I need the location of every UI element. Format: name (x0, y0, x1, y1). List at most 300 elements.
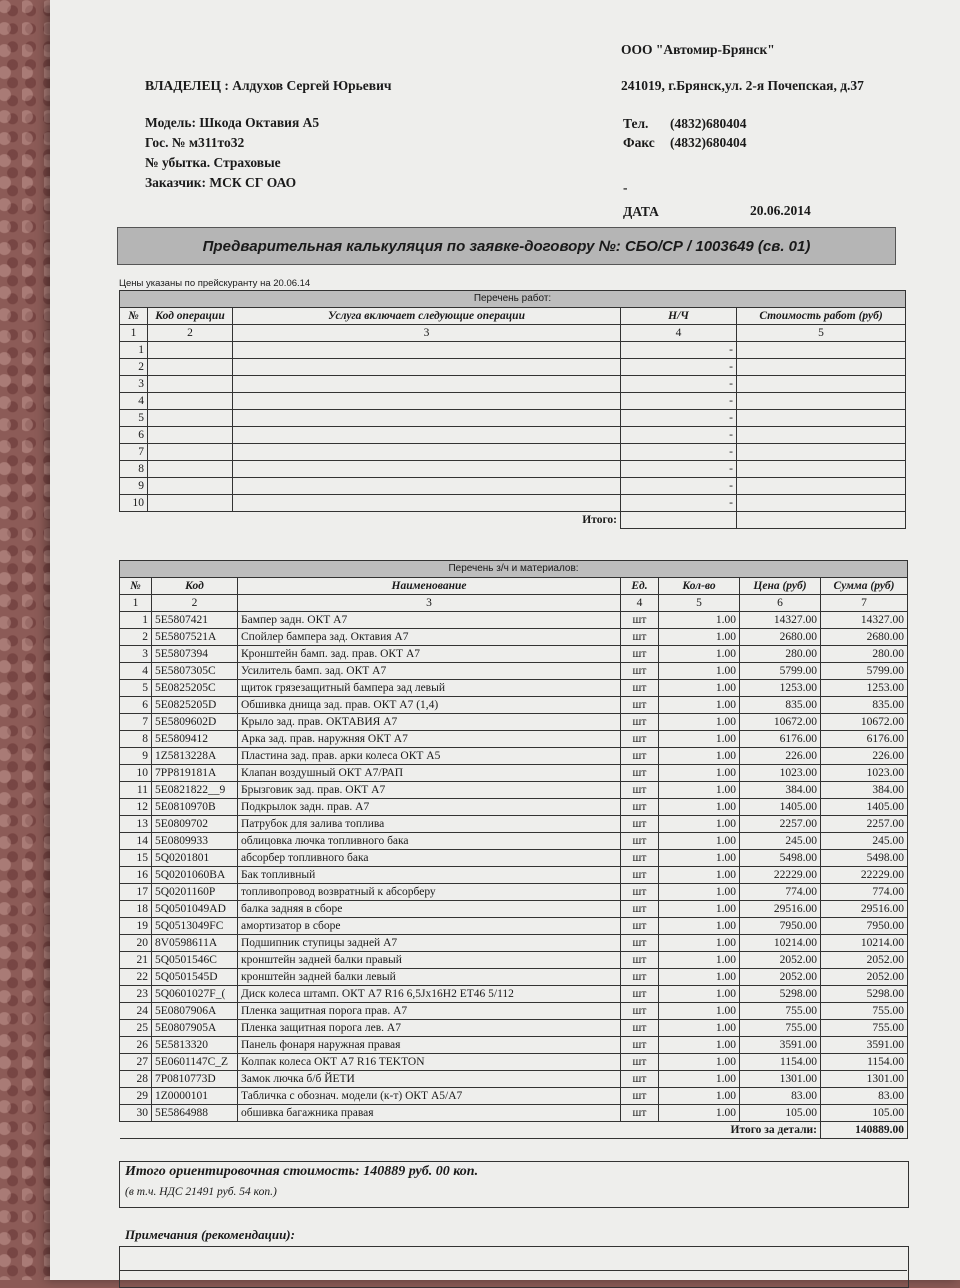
parts-row-sum: 774.00 (821, 884, 908, 901)
parts-row-price: 774.00 (740, 884, 821, 901)
works-row-cost (737, 359, 906, 376)
parts-row-unit: шт (621, 884, 659, 901)
parts-row-name: Пленка защитная порога лев. А7 (238, 1020, 621, 1037)
works-total-hours (621, 512, 737, 529)
parts-header-row (120, 578, 908, 595)
works-colnum: 3 (233, 325, 621, 342)
works-total-row (120, 512, 906, 529)
parts-row (120, 782, 908, 799)
parts-row-name: Подкрылок задн. прав. А7 (238, 799, 621, 816)
parts-row-code: 5E0809933 (152, 833, 238, 850)
works-colnum: 1 (120, 325, 148, 342)
works-row-hours: - (621, 376, 737, 393)
works-header-code: Код операции (148, 308, 233, 325)
parts-row (120, 680, 908, 697)
works-row-num: 1 (120, 342, 148, 359)
parts-row-unit: шт (621, 867, 659, 884)
works-row-cost (737, 461, 906, 478)
works-row-code (148, 410, 233, 427)
parts-row-sum: 384.00 (821, 782, 908, 799)
parts-row-name: Диск колеса штамп. ОКТ А7 R16 6,5Jx16H2 ET46 5/112 (238, 986, 621, 1003)
parts-row (120, 714, 908, 731)
works-row (120, 427, 906, 444)
works-row (120, 478, 906, 495)
works-row-service (233, 478, 621, 495)
parts-row-num: 5 (120, 680, 152, 697)
parts-row-name: абсорбер топливного бака (238, 850, 621, 867)
parts-row-name: Крыло зад. прав. ОКТАВИЯ А7 (238, 714, 621, 731)
parts-row-num: 1 (120, 612, 152, 629)
parts-row-price: 1405.00 (740, 799, 821, 816)
parts-header-name: Наименование (238, 578, 621, 595)
parts-row-num: 26 (120, 1037, 152, 1054)
parts-row-sum: 6176.00 (821, 731, 908, 748)
parts-row-name: Табличка с обознач. модели (к-т) ОКТ А5/А7 (238, 1088, 621, 1105)
parts-row-qty: 1.00 (659, 799, 740, 816)
parts-row-qty: 1.00 (659, 765, 740, 782)
parts-row-sum: 1405.00 (821, 799, 908, 816)
parts-row-qty: 1.00 (659, 697, 740, 714)
parts-row-qty: 1.00 (659, 952, 740, 969)
works-row (120, 393, 906, 410)
parts-row-unit: шт (621, 901, 659, 918)
parts-row-unit: шт (621, 969, 659, 986)
parts-row-code: 5E5807421 (152, 612, 238, 629)
works-row (120, 495, 906, 512)
plate-number: Гос. № м311то32 (145, 135, 245, 150)
parts-row-price: 5498.00 (740, 850, 821, 867)
works-row-hours: - (621, 342, 737, 359)
parts-row-num: 11 (120, 782, 152, 799)
parts-row-unit: шт (621, 986, 659, 1003)
parts-total-row (120, 1122, 908, 1139)
works-row-cost (737, 478, 906, 495)
parts-row-qty: 1.00 (659, 1071, 740, 1088)
works-table (119, 290, 906, 529)
parts-row-code: 5E0825205D (152, 697, 238, 714)
parts-row-code: 5Q0501049AD (152, 901, 238, 918)
parts-row-sum: 5298.00 (821, 986, 908, 1003)
works-total-cost (737, 512, 906, 529)
parts-row-price: 755.00 (740, 1003, 821, 1020)
parts-row-price: 1023.00 (740, 765, 821, 782)
parts-row-sum: 280.00 (821, 646, 908, 663)
phone-label: Тел. (623, 116, 649, 131)
parts-row-num: 13 (120, 816, 152, 833)
parts-row (120, 1071, 908, 1088)
parts-row-unit: шт (621, 782, 659, 799)
parts-row-unit: шт (621, 935, 659, 952)
works-row-code (148, 359, 233, 376)
parts-row-name: обшивка багажника правая (238, 1105, 621, 1122)
parts-row-unit: шт (621, 612, 659, 629)
summary-total: Итого ориентировочная стоимость: 140889 руб. 00 коп. (125, 1164, 479, 1179)
parts-row-qty: 1.00 (659, 1088, 740, 1105)
works-header-cost: Стоимость работ (руб) (737, 308, 906, 325)
parts-row-unit: шт (621, 680, 659, 697)
parts-colnum: 4 (621, 595, 659, 612)
works-header-num: № (120, 308, 148, 325)
parts-row-price: 2680.00 (740, 629, 821, 646)
works-number-row (120, 325, 906, 342)
parts-row-unit: шт (621, 1037, 659, 1054)
parts-row-name: Спойлер бампера зад. Октавия А7 (238, 629, 621, 646)
parts-row (120, 918, 908, 935)
parts-row-qty: 1.00 (659, 646, 740, 663)
parts-row (120, 646, 908, 663)
parts-header-unit: Ед. (621, 578, 659, 595)
parts-row-unit: шт (621, 663, 659, 680)
fax-value: (4832)680404 (670, 135, 747, 150)
parts-row-code: 1Z5813228A (152, 748, 238, 765)
parts-row-sum: 3591.00 (821, 1037, 908, 1054)
parts-row-num: 20 (120, 935, 152, 952)
works-header-row (120, 308, 906, 325)
parts-row-unit: шт (621, 833, 659, 850)
parts-row-price: 1154.00 (740, 1054, 821, 1071)
calculation-title: Предварительная калькуляция по заявке-договору №: СБО/СР / 1003649 (св. 01) (117, 227, 896, 265)
parts-row (120, 663, 908, 680)
parts-row-price: 384.00 (740, 782, 821, 799)
parts-row-num: 28 (120, 1071, 152, 1088)
parts-row-price: 6176.00 (740, 731, 821, 748)
customer: Заказчик: МСК СГ ОАО (145, 175, 297, 190)
parts-row-unit: шт (621, 952, 659, 969)
parts-row-qty: 1.00 (659, 663, 740, 680)
works-row-service (233, 342, 621, 359)
parts-header-qty: Кол-во (659, 578, 740, 595)
works-row-service (233, 461, 621, 478)
fax-label: Факс (623, 135, 655, 150)
parts-row (120, 1105, 908, 1122)
parts-row-num: 12 (120, 799, 152, 816)
dash: - (623, 180, 628, 195)
parts-row-name: Обшивка днища зад. прав. ОКТ А7 (1,4) (238, 697, 621, 714)
works-row (120, 461, 906, 478)
parts-row-name: Бампер задн. ОКТ А7 (238, 612, 621, 629)
parts-row-price: 1253.00 (740, 680, 821, 697)
parts-row-price: 2052.00 (740, 952, 821, 969)
parts-row-num: 16 (120, 867, 152, 884)
parts-row-qty: 1.00 (659, 918, 740, 935)
parts-row-unit: шт (621, 646, 659, 663)
company-address: 241019, г.Брянск,ул. 2-я Почепская, д.37 (621, 78, 864, 93)
parts-row-name: Брызговик зад. прав. ОКТ А7 (238, 782, 621, 799)
parts-row-num: 9 (120, 748, 152, 765)
works-row-num: 8 (120, 461, 148, 478)
parts-row-price: 29516.00 (740, 901, 821, 918)
parts-row (120, 1054, 908, 1071)
parts-row-qty: 1.00 (659, 901, 740, 918)
parts-row-code: 5E0825205C (152, 680, 238, 697)
works-row-cost (737, 427, 906, 444)
parts-row-qty: 1.00 (659, 612, 740, 629)
works-row-num: 7 (120, 444, 148, 461)
parts-row-num: 2 (120, 629, 152, 646)
parts-row (120, 1003, 908, 1020)
works-row-service (233, 410, 621, 427)
parts-row-price: 2257.00 (740, 816, 821, 833)
parts-title: Перечень з/ч и материалов: (120, 561, 908, 578)
parts-row-qty: 1.00 (659, 1020, 740, 1037)
parts-row (120, 748, 908, 765)
parts-row-code: 5E5807521A (152, 629, 238, 646)
parts-row-sum: 29516.00 (821, 901, 908, 918)
parts-row-name: Замок лючка б/б ЙЕТИ (238, 1071, 621, 1088)
parts-row-num: 8 (120, 731, 152, 748)
works-row-cost (737, 444, 906, 461)
works-row (120, 444, 906, 461)
works-row-num: 3 (120, 376, 148, 393)
parts-row-qty: 1.00 (659, 782, 740, 799)
parts-row-sum: 2257.00 (821, 816, 908, 833)
works-row (120, 359, 906, 376)
parts-row-sum: 7950.00 (821, 918, 908, 935)
parts-row-qty: 1.00 (659, 867, 740, 884)
works-row-code (148, 393, 233, 410)
works-row-hours: - (621, 495, 737, 512)
works-row-cost (737, 495, 906, 512)
parts-row-num: 22 (120, 969, 152, 986)
works-row-service (233, 427, 621, 444)
parts-row-name: топливопровод возвратный к абсорберу (238, 884, 621, 901)
parts-row-code: 5Q0201060BA (152, 867, 238, 884)
parts-row-price: 835.00 (740, 697, 821, 714)
parts-row (120, 1037, 908, 1054)
parts-row-name: амортизатор в сборе (238, 918, 621, 935)
parts-row-sum: 755.00 (821, 1003, 908, 1020)
parts-row-sum: 1154.00 (821, 1054, 908, 1071)
parts-row-price: 7950.00 (740, 918, 821, 935)
parts-row-code: 7PP819181A (152, 765, 238, 782)
works-row (120, 376, 906, 393)
parts-row-code: 5E0809702 (152, 816, 238, 833)
parts-row-sum: 22229.00 (821, 867, 908, 884)
parts-row-code: 8V0598611A (152, 935, 238, 952)
works-row-service (233, 393, 621, 410)
parts-row-unit: шт (621, 765, 659, 782)
parts-row-unit: шт (621, 918, 659, 935)
parts-row-price: 280.00 (740, 646, 821, 663)
works-colnum: 4 (621, 325, 737, 342)
parts-row-price: 755.00 (740, 1020, 821, 1037)
parts-row-unit: шт (621, 1054, 659, 1071)
parts-colnum: 5 (659, 595, 740, 612)
works-header-service: Услуга включает следующие операции (233, 308, 621, 325)
works-row-cost (737, 376, 906, 393)
parts-row (120, 969, 908, 986)
notes-line (119, 1270, 907, 1271)
parts-row-name: кронштейн задней балки правый (238, 952, 621, 969)
parts-row-num: 23 (120, 986, 152, 1003)
parts-row-code: 5E5809602D (152, 714, 238, 731)
works-row-num: 6 (120, 427, 148, 444)
parts-row-qty: 1.00 (659, 714, 740, 731)
parts-row-sum: 755.00 (821, 1020, 908, 1037)
parts-colnum: 1 (120, 595, 152, 612)
parts-total-label: Итого за детали: (120, 1122, 821, 1139)
parts-row-qty: 1.00 (659, 731, 740, 748)
works-row-num: 2 (120, 359, 148, 376)
parts-colnum: 6 (740, 595, 821, 612)
works-row-cost (737, 393, 906, 410)
parts-row-price: 10214.00 (740, 935, 821, 952)
works-row-code (148, 478, 233, 495)
parts-row-num: 7 (120, 714, 152, 731)
parts-row (120, 1088, 908, 1105)
parts-row-code: 5Q0201160P (152, 884, 238, 901)
parts-row-unit: шт (621, 731, 659, 748)
parts-row-unit: шт (621, 1071, 659, 1088)
parts-row-name: балка задняя в сборе (238, 901, 621, 918)
parts-colnum: 3 (238, 595, 621, 612)
works-row-code (148, 461, 233, 478)
works-row-cost (737, 410, 906, 427)
parts-row-name: Подшипник ступицы задней А7 (238, 935, 621, 952)
parts-row (120, 901, 908, 918)
parts-row-price: 10672.00 (740, 714, 821, 731)
parts-row-name: Кронштейн бамп. зад. прав. ОКТ А7 (238, 646, 621, 663)
works-row-cost (737, 342, 906, 359)
parts-row-num: 4 (120, 663, 152, 680)
parts-row-unit: шт (621, 1020, 659, 1037)
parts-table (119, 560, 908, 1139)
parts-row-qty: 1.00 (659, 884, 740, 901)
parts-row-name: Арка зад. прав. наружняя ОКТ А7 (238, 731, 621, 748)
parts-row-num: 14 (120, 833, 152, 850)
parts-row-code: 5E0601147C_Z (152, 1054, 238, 1071)
parts-row-qty: 1.00 (659, 850, 740, 867)
parts-row-unit: шт (621, 816, 659, 833)
works-row (120, 410, 906, 427)
parts-row (120, 629, 908, 646)
parts-row-name: щиток грязезащитный бампера зад левый (238, 680, 621, 697)
parts-row-unit: шт (621, 748, 659, 765)
parts-row-code: 5E5807305C (152, 663, 238, 680)
parts-total-value: 140889.00 (821, 1122, 908, 1139)
works-row-hours: - (621, 461, 737, 478)
parts-row (120, 816, 908, 833)
parts-row-code: 5E0807905A (152, 1020, 238, 1037)
parts-row-unit: шт (621, 1003, 659, 1020)
parts-number-row (120, 595, 908, 612)
works-row-hours: - (621, 427, 737, 444)
parts-header-sum: Сумма (руб) (821, 578, 908, 595)
parts-row-price: 5799.00 (740, 663, 821, 680)
price-note: Цены указаны по прейскуранту на 20.06.14 (119, 278, 311, 289)
parts-row (120, 612, 908, 629)
company-name: ООО "Автомир-Брянск" (621, 42, 775, 57)
parts-row-sum: 10672.00 (821, 714, 908, 731)
parts-row-unit: шт (621, 1105, 659, 1122)
phone-value: (4832)680404 (670, 116, 747, 131)
works-row-num: 4 (120, 393, 148, 410)
parts-header-code: Код (152, 578, 238, 595)
parts-row-qty: 1.00 (659, 816, 740, 833)
parts-row-name: Колпак колеса ОКТ А7 R16 TEKTON (238, 1054, 621, 1071)
parts-row-price: 226.00 (740, 748, 821, 765)
parts-row-sum: 1023.00 (821, 765, 908, 782)
parts-row-code: 5E0810970B (152, 799, 238, 816)
parts-row-code: 5Q0501546C (152, 952, 238, 969)
loss-number: № убытка. Страховые (145, 155, 281, 170)
parts-row-name: Пленка защитная порога прав. А7 (238, 1003, 621, 1020)
parts-row (120, 986, 908, 1003)
works-row-hours: - (621, 478, 737, 495)
parts-row-name: Клапан воздушный ОКТ А7/РАП (238, 765, 621, 782)
works-row-hours: - (621, 410, 737, 427)
works-row-code (148, 342, 233, 359)
works-row (120, 342, 906, 359)
parts-row-unit: шт (621, 697, 659, 714)
car-model: Модель: Шкода Октавия А5 (145, 115, 320, 130)
parts-row-name: Усилитель бамп. зад. ОКТ А7 (238, 663, 621, 680)
notes-box (119, 1246, 909, 1288)
parts-row (120, 884, 908, 901)
parts-row-code: 5Q0513049FC (152, 918, 238, 935)
parts-header-num: № (120, 578, 152, 595)
parts-row-name: облицовка лючка топливного бака (238, 833, 621, 850)
parts-row-code: 5E0807906A (152, 1003, 238, 1020)
parts-row (120, 1020, 908, 1037)
parts-row-qty: 1.00 (659, 1105, 740, 1122)
parts-row-qty: 1.00 (659, 1037, 740, 1054)
parts-row-code: 7P0810773D (152, 1071, 238, 1088)
works-header-hours: Н/Ч (621, 308, 737, 325)
works-row-code (148, 495, 233, 512)
parts-row-qty: 1.00 (659, 629, 740, 646)
parts-row (120, 935, 908, 952)
works-total-label: Итого: (120, 512, 621, 529)
parts-row-sum: 5498.00 (821, 850, 908, 867)
owner-line: ВЛАДЕЛЕЦ : Алдухов Сергей Юрьевич (145, 78, 392, 93)
parts-row-code: 5Q0201801 (152, 850, 238, 867)
parts-row-price: 22229.00 (740, 867, 821, 884)
parts-row-qty: 1.00 (659, 833, 740, 850)
works-row-service (233, 444, 621, 461)
parts-colnum: 7 (821, 595, 908, 612)
parts-row-price: 83.00 (740, 1088, 821, 1105)
parts-row-code: 5E5813320 (152, 1037, 238, 1054)
parts-row (120, 765, 908, 782)
parts-row-code: 5E0821822__9 (152, 782, 238, 799)
parts-row-name: Панель фонаря наружная правая (238, 1037, 621, 1054)
parts-row-sum: 1301.00 (821, 1071, 908, 1088)
parts-row (120, 850, 908, 867)
works-row-hours: - (621, 444, 737, 461)
parts-row-num: 10 (120, 765, 152, 782)
parts-row-sum: 245.00 (821, 833, 908, 850)
parts-row-price: 1301.00 (740, 1071, 821, 1088)
parts-row-num: 21 (120, 952, 152, 969)
parts-row (120, 697, 908, 714)
parts-row-code: 5Q0601027F_( (152, 986, 238, 1003)
parts-row-sum: 226.00 (821, 748, 908, 765)
parts-row-qty: 1.00 (659, 935, 740, 952)
parts-row-qty: 1.00 (659, 986, 740, 1003)
parts-row-name: кронштейн задней балки левый (238, 969, 621, 986)
parts-row-num: 15 (120, 850, 152, 867)
parts-row-sum: 2052.00 (821, 969, 908, 986)
parts-row-name: Пластина зад. прав. арки колеса ОКТ А5 (238, 748, 621, 765)
parts-header-price: Цена (руб) (740, 578, 821, 595)
parts-row-unit: шт (621, 850, 659, 867)
parts-row-sum: 2680.00 (821, 629, 908, 646)
parts-row-code: 1Z0000101 (152, 1088, 238, 1105)
date-value: 20.06.2014 (750, 203, 811, 218)
parts-row-num: 6 (120, 697, 152, 714)
parts-row-qty: 1.00 (659, 969, 740, 986)
